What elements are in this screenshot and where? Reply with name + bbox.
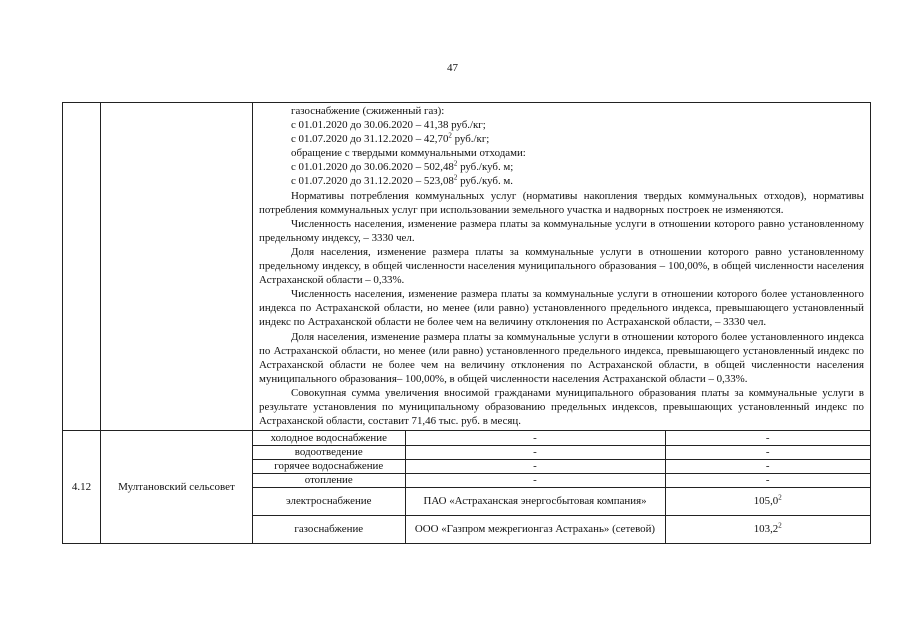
- services-cell: [253, 431, 871, 544]
- footnote-mark: 2: [453, 173, 458, 182]
- footnote-mark: 2: [453, 159, 458, 168]
- service-name: холодное водоснабжение: [253, 431, 405, 445]
- service-row: [253, 473, 870, 487]
- provider-name: -: [405, 431, 665, 445]
- table-row: [63, 431, 871, 544]
- provider-name: ООО «Газпром межрегионгаз Астрахань» (сетевой): [405, 515, 665, 543]
- service-name: отопление: [253, 473, 405, 487]
- footnote-mark: 2: [778, 521, 782, 530]
- services-table: [253, 431, 870, 543]
- service-row: [253, 431, 870, 445]
- paragraph: обращение с твердыми коммунальными отходами:: [291, 147, 526, 160]
- paragraph: Доля населения, изменение размера платы за коммунальные услуги в отношении которого более установленного индекса по Астраханской области, но менее (или равно) установленного предельного индекса, превышающего установленный индекс по Астраханской области не более чем на величину отклонения по Астраханской области, в общей численности населения муниципального образования– 100,00%, в общей численности населения Астраханской области – 0,33%.: [259, 330, 864, 385]
- service-row: [253, 487, 870, 515]
- service-name: водоотведение: [253, 445, 405, 459]
- paragraph: газоснабжение (сжиженный газ):: [291, 105, 445, 117]
- provider-name: -: [405, 473, 665, 487]
- provider-name: ПАО «Астраханская энергосбытовая компания»: [405, 487, 665, 515]
- service-row: [253, 515, 870, 543]
- municipality-name: Мултановский сельсовет: [101, 431, 253, 544]
- footnote-mark: 2: [778, 493, 782, 502]
- service-name: газоснабжение: [253, 515, 405, 543]
- paragraph: с 01.07.2020 до 31.12.2020 – 42,70$^2$ руб./кг;: [291, 131, 490, 146]
- paragraph-list: [259, 104, 864, 428]
- paragraph: с 01.01.2020 до 30.06.2020 – 41,38 руб./кг;: [291, 119, 486, 132]
- index-value: -: [665, 445, 870, 459]
- provider-name: -: [405, 445, 665, 459]
- provider-name: -: [405, 459, 665, 473]
- paragraph: Нормативы потребления коммунальных услуг (нормативы накопления твердых коммунальных отходов), нормативы потребления коммунальных услуг при использовании земельного участка и надворных построек не изменяются.: [259, 189, 864, 216]
- paragraph: с 01.01.2020 до 30.06.2020 – 502,48$^2$ руб./куб. м;: [291, 159, 514, 174]
- index-value: -: [665, 431, 870, 445]
- service-row: [253, 445, 870, 459]
- paragraph: с 01.07.2020 до 31.12.2020 – 523,08$^2$ руб./куб. м.: [291, 173, 513, 188]
- municipality-cell-empty: [101, 103, 253, 431]
- page-number: 47: [447, 62, 458, 74]
- index-value: -: [665, 473, 870, 487]
- footnote-mark: 2: [448, 131, 452, 140]
- service-name: электроснабжение: [253, 487, 405, 515]
- description-cell: [253, 103, 871, 431]
- tariff-table: [62, 102, 871, 544]
- index-value: 105,0$^2$: [665, 487, 870, 515]
- number-cell-empty: [63, 103, 101, 431]
- service-row: [253, 459, 870, 473]
- index-value: 103,2$^2$: [665, 515, 870, 543]
- index-value: -: [665, 459, 870, 473]
- paragraph: Численность населения, изменение размера платы за коммунальные услуги в отношении которого равно установленному предельному индексу, – 3330 чел.: [259, 217, 864, 244]
- paragraph: Совокупная сумма увеличения вносимой гражданами муниципального образования платы за коммунальные услуги в результате установления по муниципальному образованию предельных индексов, превышающих установленный индекс по Астраханской области, составит 71,46 тыс. руб. в месяц.: [259, 386, 864, 428]
- paragraph: Доля населения, изменение размера платы за коммунальные услуги в отношении которого равно установленному предельному индексу, в общей численности населения муниципального образования – 100,00%, в общей численности населения Астраханской области – 0,33%.: [259, 245, 864, 287]
- paragraph: Численность населения, изменение размера платы за коммунальные услуги в отношении которого более установленного индекса по Астраханской области, но менее (или равно) установленного предельного индекса, превышающего установленный индекс по Астраханской области не более чем на величину отклонения по Астраханской области, – 3330 чел.: [259, 288, 864, 329]
- service-name: горячее водоснабжение: [253, 459, 405, 473]
- entry-number: 4.12: [63, 431, 101, 544]
- table-row: [63, 103, 871, 431]
